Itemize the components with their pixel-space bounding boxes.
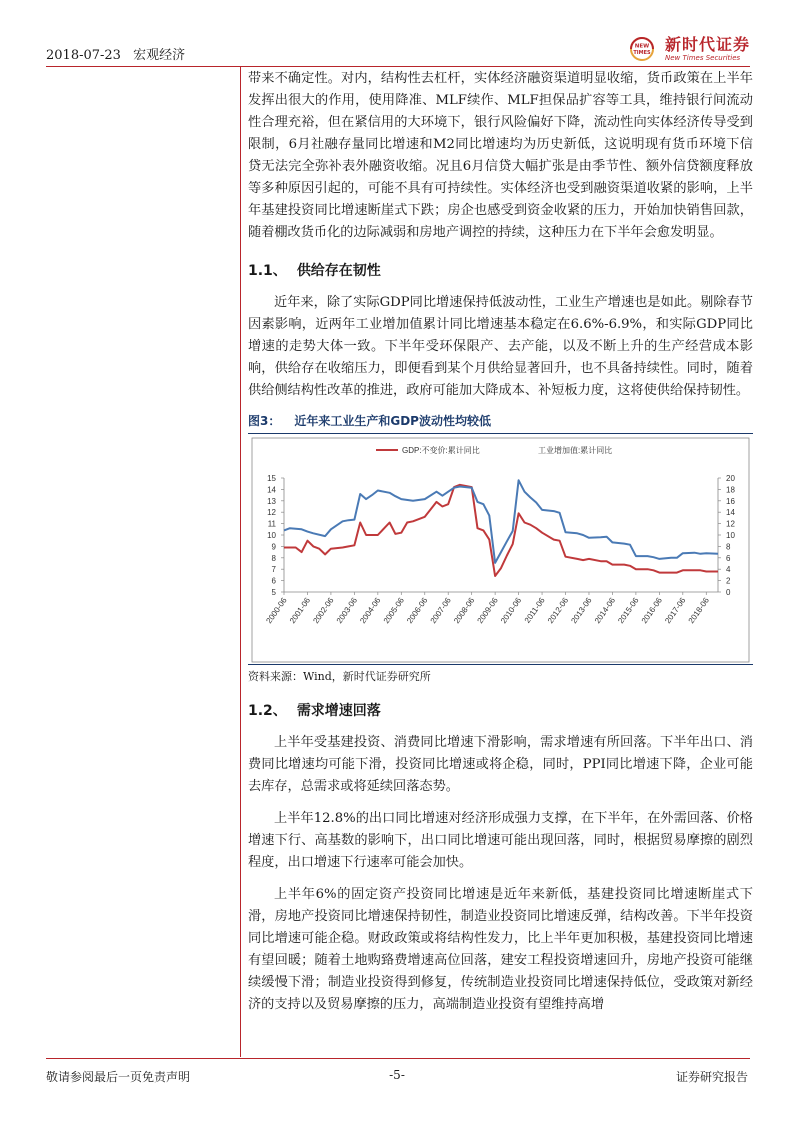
series-line-gdp — [284, 485, 718, 576]
intro-paragraph: 带来不确定性。对内，结构性去杠杆，实体经济融资渠道明显收缩，货币政策在上半年发挥出很大的作用，使用降准、MLF续作、MLF担保品扩容等工具，维持银行间流动性合理充裕，但在紧信用的大环境下，银行风险偏好下降，流动性向实体经济传导受到限制，6月社融存量同比增速和M2同比增速均为历史新低，这说明现有货币环境下信贷无法完全弥补表外融资收缩。况且6月信贷大幅扩张是由季节性、额外信贷额度释放等多种原因引起的，可能不具有可持续性。实体经济也受到融资渠道收紧的影响，上半年基建投资同比增速断崖式下跌；房企也感受到资金收紧的压力，开始加快销售回款，随着棚改货币化的边际减弱和房地产调控的持续，这种压力在下半年会愈发明显。 — [248, 71, 753, 240]
y-right-tick-label: 14 — [726, 508, 735, 518]
y-left-tick-label: 15 — [267, 474, 276, 483]
svg-text:TIMES: TIMES — [633, 50, 651, 56]
header-date: 2018-07-23 — [46, 48, 121, 63]
y-right-tick-label: 10 — [726, 531, 735, 540]
legend-label: GDP:不变价:累计同比 — [402, 446, 480, 455]
y-left-tick-label: 11 — [267, 519, 276, 529]
chart-frame — [252, 438, 749, 662]
x-tick-label: 2006-06 — [405, 595, 430, 626]
series-line-industrial — [284, 480, 718, 563]
x-tick-label: 2002-06 — [311, 595, 336, 626]
line-chart — [248, 436, 753, 664]
y-left-tick-label: 8 — [271, 553, 276, 563]
header-category: 宏观经济 — [133, 48, 186, 63]
svg-text:NEW: NEW — [634, 43, 650, 50]
section-1-1-paragraph: 近年来，除了实际GDP同比增速保持低波动性，工业生产增速也是如此。剔除春节因素影响，近两年工业增加值累计同比增速基本稳定在6.6%-6.9%，和实际GDP同比增速的走势大体一致。下半年受环保限产、去产能，以及不断上升的生产经营成本影响，供给存在收缩压力，即便看到某个月供给显著回升，也不具备持续性。同时，随着供给侧结构性改革的推进，政府可能加大降成本、补短板力度，这将使供给保持韧性。 — [248, 295, 753, 398]
x-tick-label: 2014-06 — [592, 595, 618, 626]
x-tick-label: 2007-06 — [428, 595, 453, 626]
section-1-2-paragraph: 上半年12.8%的出口同比增速对经济形成强力支撑，在下半年，在外需回落、价格增速下行、高基数的影响下，出口同比增速可能出现回落，同时，根据贸易摩擦的剧烈程度，出口增速下行速率可能会加快。 — [248, 811, 753, 870]
y-right-tick-label: 16 — [726, 496, 735, 506]
x-tick-label: 2016-06 — [639, 595, 664, 626]
section-title: 供给存在韧性 — [296, 263, 381, 279]
x-tick-label: 2010-06 — [499, 595, 524, 626]
x-tick-label: 2000-06 — [264, 595, 289, 626]
y-right-tick-label: 20 — [726, 474, 735, 483]
y-right-tick-label: 6 — [726, 553, 731, 563]
figure-caption — [248, 412, 753, 434]
x-tick-label: 2018-06 — [686, 595, 711, 626]
section-1-2-paragraph: 上半年6%的固定资产投资同比增速是近年来新低，基建投资同比增速断崖式下滑，房地产投资同比增速保持韧性，制造业投资同比增速反弹，结构改善。下半年投资同比增速可能企稳。财政政策或将结构性发力，比上半年更加积极，基建投资同比增速有望回暖；随着土地购臵费增速高位回落，建安工程投资增速回升，房地产投资可能继续缓慢下滑；制造业投资得到修复，传统制造业投资同比增速保持低位，受政策对新经济的支持以及贸易摩擦的压力，高端制造业投资有望维持高增 — [248, 887, 753, 1012]
chart-container — [248, 436, 753, 664]
y-left-tick-label: 14 — [267, 485, 276, 495]
y-right-tick-label: 8 — [726, 542, 731, 552]
y-right-tick-label: 2 — [726, 576, 731, 586]
figure-source: 资料来源：Wind，新时代证券研究所 — [248, 664, 753, 684]
logo-badge-icon — [625, 36, 659, 62]
header-divider — [46, 66, 750, 67]
logo-english-name: New Times Securities — [664, 53, 741, 62]
y-left-tick-label: 9 — [271, 542, 276, 552]
y-right-tick-label: 18 — [726, 485, 735, 495]
y-right-tick-label: 12 — [726, 519, 735, 529]
x-tick-label: 2009-06 — [475, 595, 500, 626]
section-number: 1.2、 — [248, 703, 287, 719]
x-tick-label: 2015-06 — [616, 595, 641, 626]
x-tick-label: 2013-06 — [569, 595, 594, 626]
main-content — [248, 68, 753, 1026]
section-number: 1.1、 — [248, 263, 287, 279]
figure-title: 近年来工业生产和GDP波动性均较低 — [294, 414, 491, 428]
y-left-tick-label: 7 — [271, 565, 276, 575]
footer-report-type: 证券研究报告 — [675, 1070, 748, 1084]
section-heading-1-2 — [248, 700, 753, 720]
x-tick-label: 2004-06 — [358, 595, 383, 626]
page-number: -5- — [389, 1068, 405, 1082]
section-title: 需求增速回落 — [296, 703, 381, 719]
x-tick-label: 2017-06 — [663, 595, 688, 626]
x-tick-label: 2001-06 — [287, 595, 313, 626]
header-meta — [46, 44, 193, 63]
y-left-tick-label: 5 — [271, 588, 276, 597]
section-1-2-paragraph: 上半年受基建投资、消费同比增速下滑影响，需求增速有所回落。下半年出口、消费同比增速均可能下滑，投资同比增速或将企稳，同时，PPI同比增速下降，企业可能去库存，总需求或将延续回落态势。 — [248, 735, 753, 794]
y-left-tick-label: 12 — [267, 508, 276, 518]
y-left-tick-label: 6 — [271, 576, 276, 586]
section-heading-1-1 — [248, 260, 753, 280]
x-tick-label: 2008-06 — [452, 595, 477, 626]
page-header — [46, 34, 750, 68]
legend-label: 工业增加值:累计同比 — [538, 446, 613, 455]
y-right-tick-label: 0 — [726, 588, 731, 597]
y-right-tick-label: 4 — [726, 565, 731, 575]
left-margin-rule — [240, 67, 241, 1057]
footer-divider — [46, 1058, 750, 1059]
logo-chinese-name: 新时代证券 — [664, 34, 750, 54]
company-logo — [625, 34, 750, 64]
y-left-tick-label: 10 — [267, 531, 276, 540]
figure-label: 图3： — [248, 414, 281, 428]
x-tick-label: 2005-06 — [381, 595, 406, 626]
footer-disclaimer: 敬请参阅最后一页免责声明 — [46, 1070, 191, 1084]
x-tick-label: 2012-06 — [545, 595, 571, 626]
y-left-tick-label: 13 — [267, 496, 276, 506]
x-tick-label: 2011-06 — [522, 595, 547, 625]
x-tick-label: 2003-06 — [334, 595, 360, 626]
